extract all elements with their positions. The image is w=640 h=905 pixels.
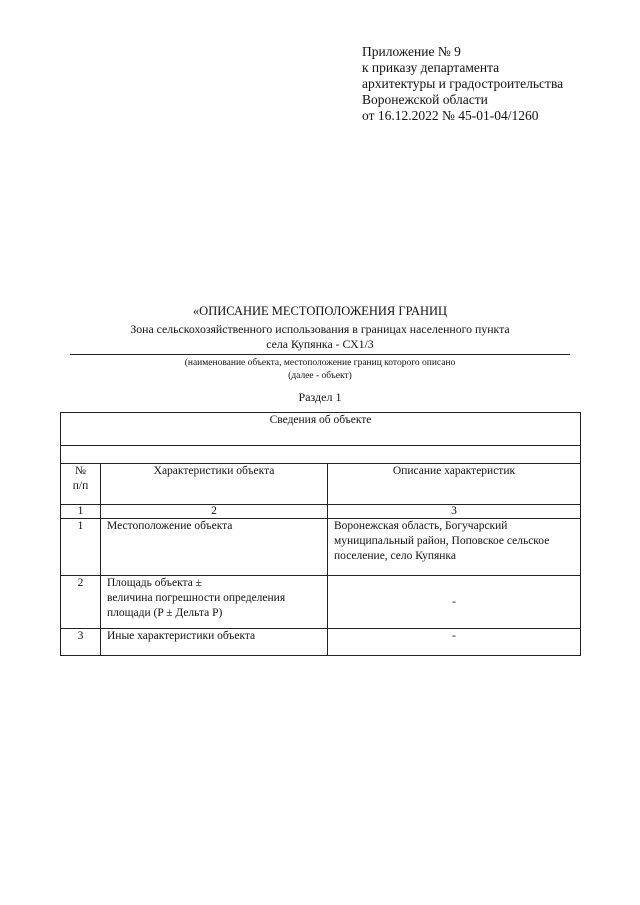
header-num	[61, 464, 101, 505]
table-caption-row	[61, 413, 581, 446]
object-name-caption	[0, 357, 640, 383]
object-name	[0, 322, 640, 352]
row-description: -	[328, 629, 581, 656]
appendix-line: к приказу департамента	[362, 60, 500, 75]
appendix-line: от 16.12.2022 № 45-01-04/1260	[362, 108, 539, 123]
appendix-line: Приложение № 9	[362, 44, 461, 59]
object-name-line: села Купянка - СХ1/3	[266, 337, 374, 351]
header-characteristics: Характеристики объекта	[101, 464, 328, 505]
row-description: Воронежская область, Богучарский муниципальный район, Поповское сельское поселение, село Купянка	[328, 519, 581, 576]
table-row	[61, 519, 581, 576]
table-spacer-cell	[61, 446, 581, 464]
header-num-line: п/п	[72, 480, 89, 492]
header-num-line: №	[75, 465, 86, 477]
section-heading: Раздел 1	[298, 390, 342, 404]
object-info-table	[60, 412, 581, 656]
underline-rule	[70, 354, 570, 355]
caption-line: (далее - объект)	[288, 371, 352, 381]
row-num: 2	[61, 576, 101, 629]
document-title: «ОПИСАНИЕ МЕСТОПОЛОЖЕНИЯ ГРАНИЦ	[192, 304, 448, 318]
row-num: 1	[61, 519, 101, 576]
table-header-row	[61, 464, 581, 505]
index-cell: 3	[328, 505, 581, 519]
index-cell: 2	[101, 505, 328, 519]
appendix-block	[362, 44, 563, 124]
row-characteristic: Иные характеристики объекта	[101, 629, 328, 656]
table-index-row	[61, 505, 581, 519]
row-characteristic-line: Площадь объекта ±	[107, 577, 202, 589]
appendix-line: архитектуры и градостроительства	[362, 76, 564, 91]
table-caption: Сведения об объекте	[61, 413, 581, 446]
row-num: 3	[61, 629, 101, 656]
row-characteristic-line: величина погрешности определения площади (P ± Дельта P)	[107, 592, 286, 619]
object-name-line: Зона сельскохозяйственного использования в границах населенного пункта	[130, 322, 510, 336]
appendix-line: Воронежской области	[362, 92, 488, 107]
row-description: -	[328, 576, 581, 629]
table-row	[61, 629, 581, 656]
row-characteristic	[101, 576, 328, 629]
caption-line: (наименование объекта, местоположение границ которого описано	[184, 358, 456, 368]
table-spacer-row	[61, 446, 581, 464]
index-cell: 1	[61, 505, 101, 519]
table-row	[61, 576, 581, 629]
row-characteristic: Местоположение объекта	[101, 519, 328, 576]
header-description: Описание характеристик	[328, 464, 581, 505]
